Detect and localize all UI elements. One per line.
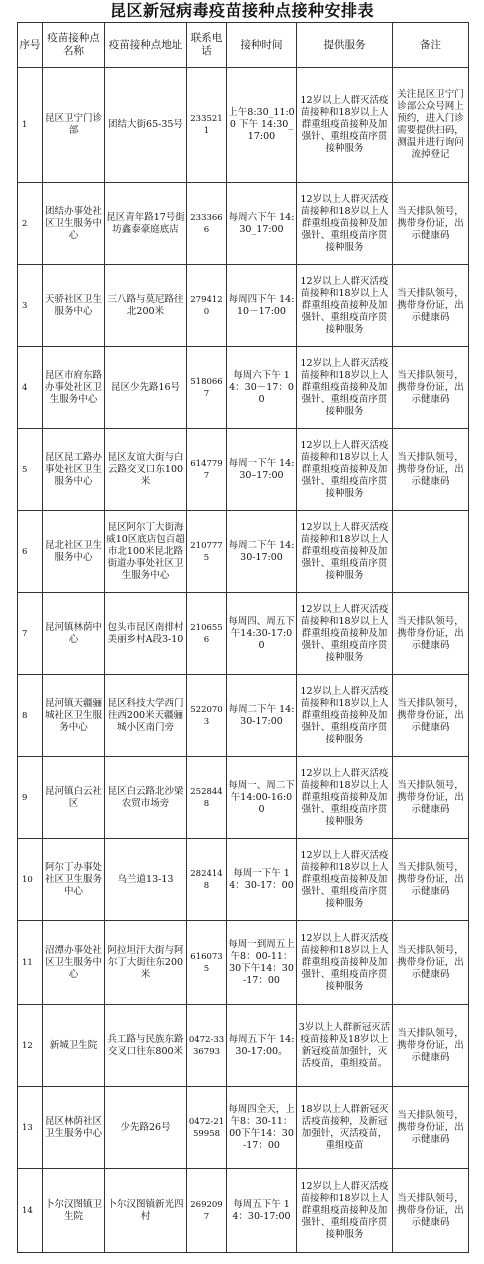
cell-service: 12岁以上人群灭活疫苗接种和18岁以上人群重组疫苗接种及加强针、重组疫苗序贯接种服务 bbox=[297, 839, 393, 921]
cell-name: 昆河镇白云社区 bbox=[43, 757, 105, 839]
cell-time: 每周一下午 14：30-17：00 bbox=[227, 839, 297, 921]
cell-service: 12岁以上人群灭活疫苗接种和18岁以上人群重组疫苗接种及加强针、重组疫苗序贯接种服务 bbox=[297, 593, 393, 675]
cell-name: 阿尔丁办事处社区卫生服务中心 bbox=[43, 839, 105, 921]
table-row bbox=[18, 1169, 469, 1253]
header-row bbox=[18, 23, 469, 68]
cell-phone: 0472-3336793 bbox=[187, 1005, 227, 1087]
cell-seq: 1 bbox=[18, 68, 43, 183]
cell-address: 包头市昆区南排村美丽乡村A段3-10 bbox=[105, 593, 187, 675]
cell-time: 每周四、周五下午14:30-17:00 bbox=[227, 593, 297, 675]
cell-seq: 4 bbox=[18, 347, 43, 429]
table-row bbox=[18, 757, 469, 839]
cell-service: 18岁以上人群新冠灭活疫苗接种，及新冠加强针，灭活疫苗，重组疫苗 bbox=[297, 1087, 393, 1169]
header-address: 疫苗接种点地址 bbox=[105, 23, 187, 68]
header-note: 备注 bbox=[393, 23, 469, 68]
cell-service: 12岁以上人群灭活疫苗接种和18岁以上人群重组疫苗接种及加强针、重组疫苗序贯接种服务 bbox=[297, 183, 393, 265]
cell-time: 每周二下午 14:30-17:00 bbox=[227, 675, 297, 757]
cell-name: 昆北社区卫生服务中心 bbox=[43, 511, 105, 593]
cell-note: 当天排队领号，携带身份证，出示健康码 bbox=[393, 347, 469, 429]
table-row bbox=[18, 511, 469, 593]
cell-name: 沼潭办事处社区卫生服务中心 bbox=[43, 921, 105, 1005]
page-title: 昆区新冠病毒疫苗接种点接种安排表 bbox=[109, 1, 374, 20]
cell-phone: 0472-2159958 bbox=[187, 1087, 227, 1169]
cell-phone: 6147797 bbox=[187, 429, 227, 511]
cell-seq: 7 bbox=[18, 593, 43, 675]
cell-time: 每周四全天，上午8：30-11：00下午14：30-17：00 bbox=[227, 1087, 297, 1169]
table-row bbox=[18, 921, 469, 1005]
cell-phone: 5180667 bbox=[187, 347, 227, 429]
cell-seq: 11 bbox=[18, 921, 43, 1005]
table-row bbox=[18, 429, 469, 511]
cell-note: 当天排队领号，携带身份证，出示健康码 bbox=[393, 921, 469, 1005]
cell-service: 3岁以上人群新冠灭活疫苗接种及18岁以上新冠疫苗加强针，灭活疫苗，重组疫苗。 bbox=[297, 1005, 393, 1087]
cell-service: 12岁以上人群灭活疫苗接种和18岁以上人群重组疫苗接种及加强针、重组疫苗序贯接种服务 bbox=[297, 675, 393, 757]
cell-service: 12岁以上人群灭活疫苗接种和18岁以上人群重组疫苗接种及加强针、重组疫苗序贯接种服务 bbox=[297, 1169, 393, 1253]
cell-seq: 14 bbox=[18, 1169, 43, 1253]
cell-service: 12岁以上人群灭活疫苗接种和18岁以上人群重组疫苗接种及加强针、重组疫苗序贯接种服务 bbox=[297, 347, 393, 429]
cell-phone: 2528448 bbox=[187, 757, 227, 839]
table-row bbox=[18, 593, 469, 675]
cell-name: 昆区昆工路办事处社区卫生服务中心 bbox=[43, 429, 105, 511]
cell-time: 每周一下午 14:30–17:00 bbox=[227, 429, 297, 511]
cell-phone: 2794120 bbox=[187, 265, 227, 347]
header-name: 疫苗接种点名称 bbox=[43, 23, 105, 68]
table-row bbox=[18, 347, 469, 429]
cell-time: 每周五下午 14：30-17:00 bbox=[227, 1169, 297, 1253]
header-service: 提供服务 bbox=[297, 23, 393, 68]
cell-phone: 2333666 bbox=[187, 183, 227, 265]
cell-phone: 6160735 bbox=[187, 921, 227, 1005]
table-row bbox=[18, 265, 469, 347]
cell-name: 昆区市府东路办事处社区卫生服务中心 bbox=[43, 347, 105, 429]
cell-address: 昆区科技大学西门往西200米天疆骊城小区南门旁 bbox=[105, 675, 187, 757]
cell-name: 昆河镇天疆骊城社区卫生服务中心 bbox=[43, 675, 105, 757]
cell-seq: 12 bbox=[18, 1005, 43, 1087]
cell-address: 团结大街65-35号 bbox=[105, 68, 187, 183]
cell-seq: 3 bbox=[18, 265, 43, 347]
cell-time: 每周一、周二下午14:00-16:00 bbox=[227, 757, 297, 839]
cell-note: 当天排队领号，携带身份证，出示健康码 bbox=[393, 429, 469, 511]
cell-time: 每周一到周五上午8：00-11：30下午14：30-17：00 bbox=[227, 921, 297, 1005]
cell-phone: 2824148 bbox=[187, 839, 227, 921]
cell-name: 天骄社区卫生服务中心 bbox=[43, 265, 105, 347]
cell-note: 当天排队领号，携带身份证，出示健康码 bbox=[393, 839, 469, 921]
cell-time: 每周二下午 14:30-17:00 bbox=[227, 511, 297, 593]
cell-address: 三八路与莫尼路往北200米 bbox=[105, 265, 187, 347]
cell-name: 团结办事处社区卫生服务中心 bbox=[43, 183, 105, 265]
cell-note: 当天排队领号，携带身份证，出示健康码 bbox=[393, 757, 469, 839]
header-time: 接种时间 bbox=[227, 23, 297, 68]
cell-address: 卜尔汉图镇新光四村 bbox=[105, 1169, 187, 1253]
cell-name: 昆河镇林荫中心 bbox=[43, 593, 105, 675]
cell-note bbox=[393, 511, 469, 593]
cell-note: 当天排队领号，携带身份证，出示健康码 bbox=[393, 265, 469, 347]
cell-note: 关注昆区卫宁门诊部公众号网上预约，进入门诊需要提供扫码，测温并进行询问流掉登记 bbox=[393, 68, 469, 183]
cell-address: 乌兰道13-13 bbox=[105, 839, 187, 921]
header-phone: 联系电话 bbox=[187, 23, 227, 68]
cell-seq: 9 bbox=[18, 757, 43, 839]
cell-note: 当天排队领号，携带身份证，出示健康码 bbox=[393, 1005, 469, 1087]
cell-phone: 2107775 bbox=[187, 511, 227, 593]
cell-service: 12岁以上人群灭活疫苗接种和18岁以上人群重组疫苗接种及加强针、重组疫苗序贯接种服务 bbox=[297, 265, 393, 347]
cell-address: 少先路26号 bbox=[105, 1087, 187, 1169]
cell-address: 昆区少先路16号 bbox=[105, 347, 187, 429]
cell-time: 每周六下午 14：30－17：00 bbox=[227, 347, 297, 429]
cell-service: 12岁以上人群灭活疫苗接种和18岁以上人群重组疫苗接种及加强针、重组疫苗序贯接种服务 bbox=[297, 511, 393, 593]
cell-service: 12岁以上人群灭活疫苗接种和18岁以上人群重组疫苗接种及加强针、重组疫苗序贯接种服务 bbox=[297, 921, 393, 1005]
cell-phone: 2106556 bbox=[187, 593, 227, 675]
cell-note: 当天排队领号，携带身份证，出示健康码 bbox=[393, 593, 469, 675]
cell-note: 当天排队领号，携带身份证，出示健康码 bbox=[393, 1087, 469, 1169]
cell-time: 每周五下午 14:30-17:00。 bbox=[227, 1005, 297, 1087]
cell-seq: 6 bbox=[18, 511, 43, 593]
cell-seq: 8 bbox=[18, 675, 43, 757]
table-row bbox=[18, 839, 469, 921]
cell-address: 阿拉坦汗大街与阿尔丁大街往东200米 bbox=[105, 921, 187, 1005]
cell-name: 卜尔汉图镇卫生院 bbox=[43, 1169, 105, 1253]
table-row bbox=[18, 183, 469, 265]
schedule-table bbox=[17, 22, 469, 1253]
cell-service: 12岁以上人群灭活疫苗接种和18岁以上人群重组疫苗接种及加强针、重组疫苗序贯接种服务 bbox=[297, 757, 393, 839]
cell-note: 当天排队领号，携带身份证，出示健康码 bbox=[393, 183, 469, 265]
cell-address: 昆区友谊大街与白云路交叉口东100米 bbox=[105, 429, 187, 511]
cell-seq: 13 bbox=[18, 1087, 43, 1169]
cell-address: 昆区白云路北沙梁农贸市场旁 bbox=[105, 757, 187, 839]
cell-note: 当天排队领号，携带身份证，出示健康码 bbox=[393, 675, 469, 757]
cell-address: 昆区阿尔丁大街海威10区底店包百超市北100米昆北路街道办事处社区卫生服务中心 bbox=[105, 511, 187, 593]
cell-phone: 2692097 bbox=[187, 1169, 227, 1253]
table-row bbox=[18, 1087, 469, 1169]
table-row bbox=[18, 675, 469, 757]
table-row bbox=[18, 68, 469, 183]
cell-seq: 10 bbox=[18, 839, 43, 921]
cell-seq: 5 bbox=[18, 429, 43, 511]
cell-phone: 2335211 bbox=[187, 68, 227, 183]
cell-time: 每周四下午 14:10－17:00 bbox=[227, 265, 297, 347]
cell-service: 12岁以上人群灭活疫苗接种和18岁以上人群重组疫苗接种及加强针、重组疫苗序贯接种服务 bbox=[297, 429, 393, 511]
cell-note: 当天排队领号，携带身份证，出示健康码 bbox=[393, 1169, 469, 1253]
cell-address: 昆区青年路17号街坊鑫泰豪庭底店 bbox=[105, 183, 187, 265]
cell-name: 昆区卫宁门诊部 bbox=[43, 68, 105, 183]
cell-time: 每周六下午 14:30_17:00 bbox=[227, 183, 297, 265]
cell-service: 12岁以上人群灭活疫苗接种和18岁以上人群重组疫苗接种及加强针、重组疫苗序贯接种服务 bbox=[297, 68, 393, 183]
cell-seq: 2 bbox=[18, 183, 43, 265]
table-row bbox=[18, 1005, 469, 1087]
cell-phone: 5220703 bbox=[187, 675, 227, 757]
cell-address: 兵工路与民族东路交叉口往东800米 bbox=[105, 1005, 187, 1087]
cell-name: 新城卫生院 bbox=[43, 1005, 105, 1087]
cell-time: 上午8:30_11:00 下午 14:30_17:00 bbox=[227, 68, 297, 183]
cell-name: 昆区林荫社区卫生服务中心 bbox=[43, 1087, 105, 1169]
header-seq: 序号 bbox=[18, 23, 43, 68]
